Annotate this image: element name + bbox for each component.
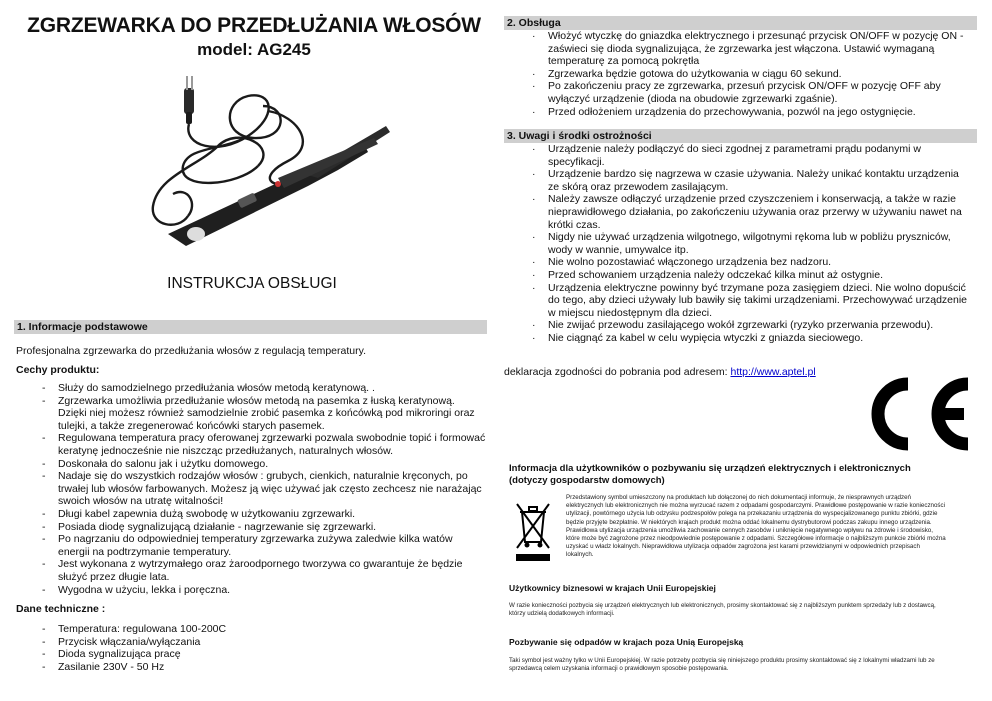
list-item: · Włożyć wtyczkę do gniazdka elektrycznego i przesunąć przycisk ON/OFF w pozycję ON - zaświeci się dioda sygnalizująca, że zgrzewarka jest włączona. Ustawić wymaganą temperaturę za pomocą pokrętła: [532, 30, 964, 68]
non-eu-heading: Pozbywanie się odpadów w krajach poza Unią Europejską: [509, 637, 744, 647]
model-label: model: AG245: [197, 40, 311, 59]
crossed-bin-icon: [513, 498, 553, 564]
list-item: - Regulowana temperatura pracy oferowanej zgrzewarki pozwala swobodnie topić i formować keratynę jednocześnie nie niszcząc przedłużanych, naturalnych włosów.: [42, 432, 486, 457]
list-item: - Posiada diodę sygnalizującą działanie - nagrzewanie się zgrzewarki.: [42, 520, 377, 533]
list-item: · Przed odłożeniem urządzenia do przechowywania, pozwól na jego ostygnięcie.: [532, 105, 916, 118]
list-item: · Należy zawsze odłączyć urządzenie przed czyszczeniem i konserwacją, a także w razie nieprawidłowego działania, po zakończeniu używania oraz przerwy w używaniu nawet na krótki czas.: [532, 193, 962, 231]
tech-heading: Dane techniczne :: [16, 603, 106, 615]
list-item: - Służy do samodzielnego przedłużania włosów metodą keratynową. .: [42, 382, 375, 394]
list-item: - Wygodna w użyciu, lekka i poręczna.: [42, 583, 231, 596]
list-item: - Zasilanie 230V - 50 Hz: [42, 660, 165, 673]
list-item: - Długi kabel zapewnia dużą swobodę w użytkowaniu zgrzewarki.: [42, 507, 356, 520]
ce-mark-icon: [862, 374, 976, 454]
list-item: · Nie wolno pozostawiać włączonego urządzenia bez nadzoru.: [532, 256, 832, 269]
list-item: · Przed schowaniem urządzenia należy odczekać kilka minut aż ostygnie.: [532, 268, 884, 281]
section-2-header: 2. Obsługa: [504, 16, 977, 30]
non-eu-text: Taki symbol jest ważny tylko w Unii Europejskiej. W razie potrzeby pozbycia się niniejszego produktu prosimy skontaktować się z lokalnymi władzami lub ze sprzedawcą celem uzyskania informacji o prawidłowym sposobie postępowania.: [509, 657, 935, 673]
eu-text: W razie konieczności pozbycia się urządzeń elektrycznych lub elektronicznych, prosimy skontaktować się z najbliższym punktem sprzedaży lub z dostawcą, którzy udzielą dodatkowych informacji.: [509, 602, 936, 618]
list-item: - Przycisk włączania/wyłączania: [42, 635, 201, 648]
list-item: · Po zakończeniu pracy ze zgrzewarka, przesuń przycisk ON/OFF w pozycję OFF aby wyłączyć urządzenie (dioda na obudowie zgrzewarki zgaśnie).: [532, 80, 941, 105]
weee-heading: Informacja dla użytkowników o pozbywaniu się urządzeń elektrycznych i elektronicznych (dotyczy gospodarstw domowych): [509, 463, 911, 486]
list-item: - Jest wykonana z wytrzymałego oraz żaroodpornego tworzywa co gwarantuje że będzie służyć przez długie lata.: [42, 558, 463, 583]
instruction-heading: INSTRUKCJA OBSŁUGI: [167, 275, 337, 292]
list-item: - Dioda sygnalizująca pracę: [42, 648, 181, 661]
power-plug-icon: [184, 76, 194, 124]
declaration-text: deklaracja zgodności do pobrania pod adresem:: [504, 366, 731, 378]
list-item: - Po nagrzaniu do odpowiedniej temperatury zgrzewarka zużywa zaledwie kilka watów energii na podtrzymanie temperatury.: [42, 533, 453, 558]
section-1-header: 1. Informacje podstawowe: [14, 320, 487, 334]
list-item: · Nie ciągnąć za kabel w celu wypięcia wtyczki z gniazda sieciowego.: [532, 331, 864, 344]
safety-list: [532, 143, 968, 345]
list-item: - Temperatura: regulowana 100-200C: [42, 623, 227, 635]
declaration-link[interactable]: http://www.aptel.pl: [730, 366, 816, 378]
list-item: · Nigdy nie używać urządzenia wilgotnego, wilgotnymi rękoma lub w pobliżu pryszniców, wody w wannie, umywalce itp.: [532, 231, 951, 256]
usage-list: [532, 30, 968, 118]
list-item: - Doskonała do salonu jak i użytku domowego.: [42, 457, 269, 470]
list-item: - Zgrzewarka umożliwia przedłużanie włosów metodą na pasemka z łuską keratynową. Dzięki niej możesz również samodzielnie zrobić pasemka z końcówką pod mikroringi oraz tulejki, a także zregenerować końcówki starych pasemek.: [42, 394, 475, 432]
tech-list: [42, 623, 478, 673]
list-item: · Zgrzewarka będzie gotowa do użytkowania w ciągu 60 sekund.: [532, 67, 842, 80]
hair-extension-iron-image: [128, 66, 398, 256]
features-heading: Cechy produktu:: [16, 364, 100, 376]
features-list: [42, 382, 486, 596]
list-item: · Urządzenia elektryczne powinny być trzymane poza zasięgiem dzieci. Nie wolno dopuścić do tego, aby dzieci używały lub bawiły się takimi urządzeniami. Przechowywać urządzenie w miejscu niedostępnym dla dzieci.: [532, 281, 968, 319]
list-item: · Urządzenie należy podłączyć do sieci zgodnej z parametrami prądu podanymi w specyfikacji.: [532, 143, 921, 168]
intro-text: Profesjonalna zgrzewarka do przedłużania włosów z regulacją temperatury.: [16, 345, 366, 357]
section-3-header: 3. Uwagi i środki ostrożności: [504, 129, 977, 143]
list-item: · Urządzenie bardzo się nagrzewa w czasie używania. Należy unikać kontaktu urządzenia ze skórą oraz przewodem zasilającym.: [532, 168, 959, 193]
list-item: · Nie zwijać przewodu zasilającego wokół zgrzewarki (ryzyko przerwania przewodu).: [532, 319, 934, 332]
document-title: ZGRZEWARKA DO PRZEDŁUŻANIA WŁOSÓW: [27, 14, 481, 37]
declaration-line: [504, 366, 816, 379]
weee-text: Przedstawiony symbol umieszczony na produktach lub dołączonej do nich dokumentacji informuje, że niesprawnych urządzeń elektrycznych lub elektronicznych nie można wyrzucać razem z odpadami gospodarczymi. Prawidłowe postępowanie w razie konieczności utylizacji, powtórnego użycia lub odzysku podzespołów polega na przekazaniu urządzenia do wyspecjalizowanego punktu zbiórki, gdzie będzie przyjęte bezpłatnie. W niektórych krajach produkt można oddać lokalnemu dystrybutorowi podczas zakupu innego urządzenia. Prawidłowa utylizacja urządzenia umożliwia zachowanie cennych zasobów i uniknięcie negatywnego wpływu na zdrowie i środowisko, które może być zagrożone przez nieodpowiednie postępowanie z odpadami. Szczegółowe informacje o najbliższym punkcie zbiórki można uzyskać u władz lokalnych. Nieprawidłowa utylizacja odpadów zagrożona jest karami przewidzianymi w odpowiednich przepisach lokalnych.: [566, 494, 946, 559]
list-item: - Nadaje się do wszystkich rodzajów włosów : grubych, cienkich, naturalnie kręconych, po trwałej lub włosów farbowanych. Możesz ją więc używać jak często zechcesz nie narażając swoich włosów na utratę witalności!: [42, 470, 482, 508]
eu-heading: Użytkownicy biznesowi w krajach Unii Europejskiej: [509, 583, 716, 593]
